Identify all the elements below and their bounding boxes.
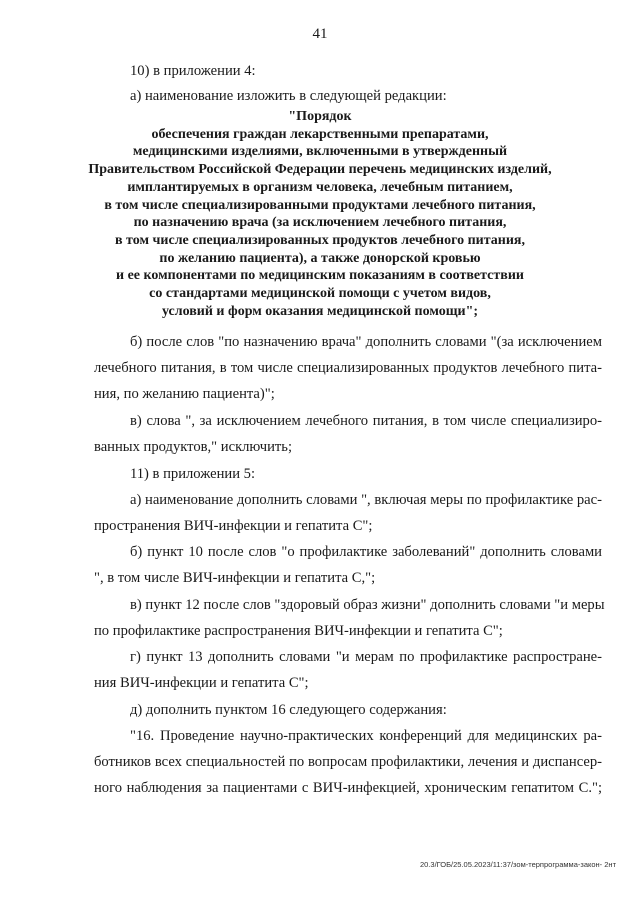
order-title-line: со стандартами медицинской помощи с учетом видов,: [149, 286, 491, 302]
item-11-a-line: пространения ВИЧ-инфекции и гепатита С";: [94, 518, 373, 534]
order-title-line: в том числе специализированными продуктами лечебного питания,: [104, 197, 536, 213]
item-11-v-line: по профилактике распространения ВИЧ-инфекции и гепатита С";: [94, 623, 503, 639]
item-11: 11) в приложении 5:: [130, 466, 256, 482]
order-title-line: по желанию пациента), а также донорской кровью: [159, 250, 481, 266]
document-footer-code: 20.3/ГОБ/25.05.2023/11:37/зом-терпрограмма-закон- 2нт: [419, 860, 616, 869]
item-11-v-line: в) пункт 12 после слов "здоровый образ жизни" дополнить словами "и меры: [130, 597, 605, 613]
order-title-line: "Порядок: [288, 109, 352, 124]
order-title-line: по назначению врача (за исключением лечебного питания,: [133, 215, 507, 231]
order-title-line: условий и форм оказания медицинской помощи";: [161, 303, 479, 319]
order-title-line: обеспечения граждан лекарственными препаратами,: [151, 126, 489, 142]
item-10-b-line: ния, по желанию пациента)";: [94, 386, 275, 402]
order-title-line: имплантируемых в организм человека, лечебным питанием,: [127, 179, 513, 195]
order-title-line: медицинскими изделиями, включенными в утвержденный: [132, 144, 508, 160]
item-11-g-line: ния ВИЧ-инфекции и гепатита С";: [94, 675, 309, 691]
point-16-line: ного наблюдения за пациентами с ВИЧ-инфекцией, хроническим гепатитом С.";: [94, 780, 602, 796]
item-11-g-line: г) пункт 13 дополнить словами "и мерам по профилактике распростране-: [130, 649, 602, 665]
order-title-line: в том числе специализированных продуктов лечебного питания,: [115, 232, 525, 248]
item-10-b-line: лечебного питания, в том числе специализированных продуктов лечебного пита-: [94, 360, 602, 376]
item-11-b-line: ", в том числе ВИЧ-инфекции и гепатита С,";: [94, 570, 376, 586]
item-10-v-line: в) слова ", за исключением лечебного питания, в том числе специализиро-: [130, 413, 602, 429]
item-10-b-line: б) после слов "по назначению врача" дополнить словами "(за исключением: [130, 334, 602, 350]
point-16-line: "16. Проведение научно-практических конференций для медицинских ра-: [130, 728, 602, 744]
item-10-a: а) наименование изложить в следующей редакции:: [130, 88, 447, 104]
point-16-line: ботников всех специальностей по вопросам профилактики, лечения и диспансер-: [94, 754, 602, 770]
item-11-b-line: б) пункт 10 после слов "о профилактике заболеваний" дополнить словами: [130, 544, 602, 560]
item-11-d: д) дополнить пунктом 16 следующего содержания:: [130, 702, 447, 718]
item-11-a-line: а) наименование дополнить словами ", включая меры по профилактике рас-: [130, 492, 602, 508]
order-title: [0, 108, 640, 320]
order-title-line: Правительством Российской Федерации перечень медицинских изделий,: [88, 162, 552, 178]
page-number: 41: [312, 26, 328, 42]
item-10-v-line: ванных продуктов," исключить;: [94, 439, 293, 455]
order-title-line: и ее компонентами по медицинским показаниям в соответствии: [116, 268, 524, 284]
item-10: 10) в приложении 4:: [130, 63, 256, 79]
